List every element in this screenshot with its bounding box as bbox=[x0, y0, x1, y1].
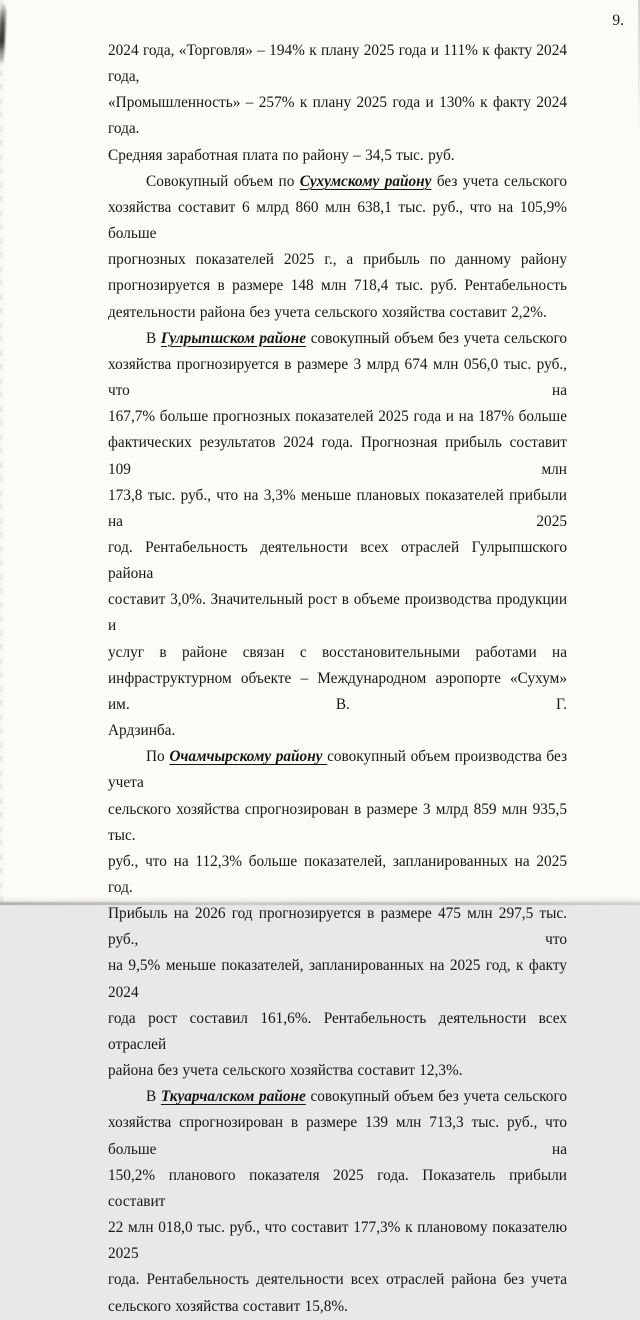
text-line bbox=[108, 1215, 567, 1267]
text-line bbox=[108, 430, 567, 482]
text-segment: Средняя заработная плата по району – 34,5 тыс. руб. bbox=[108, 146, 455, 164]
text-segment: совокупный объем без учета сельского bbox=[305, 1088, 567, 1106]
text-line bbox=[108, 1267, 567, 1293]
text-line bbox=[108, 1006, 567, 1058]
text-segment: фактических результатов 2024 года. Прогнозная прибыль составит 109 млн bbox=[108, 434, 567, 478]
text-segment: 22 млн 018,0 тыс. руб., что составит 177,3% к плановому показателю 2025 bbox=[108, 1219, 567, 1263]
text-line bbox=[108, 797, 567, 849]
paragraph bbox=[108, 1084, 567, 1319]
text-segment: района без учета сельского хозяйства составит 12,3%. bbox=[108, 1062, 463, 1080]
text-segment: 150,2% планового показателя 2025 года. Показатель прибыли составит bbox=[108, 1166, 567, 1210]
text-line bbox=[108, 1058, 567, 1084]
text-segment: год. Рентабельность деятельности всех отраслей Гулрыпшского района bbox=[108, 538, 567, 583]
text-segment: хозяйства спрогнозирован в размере 139 млн 713,3 тыс. руб., что больше на bbox=[108, 1114, 567, 1158]
paragraph bbox=[108, 744, 567, 1084]
text-segment: хозяйства прогнозируется в размере 3 млрд 674 млн 056,0 тыс. руб., что на bbox=[108, 355, 567, 400]
text-segment: прогнозных показателей 2025 г., а прибыль по данному району bbox=[108, 251, 567, 269]
text-line bbox=[108, 901, 567, 953]
text-segment: сельского хозяйства составит 15,8%. bbox=[108, 1297, 348, 1315]
text-line bbox=[108, 1110, 567, 1162]
text-line bbox=[108, 143, 567, 169]
text-segment: хозяйства составит 6 млрд 860 млн 638,1 тыс. руб., что на 105,9% больше bbox=[108, 198, 567, 243]
text-segment: сельского хозяйства спрогнозирован в размере 3 млрд 859 млн 935,5 тыс. bbox=[108, 800, 567, 844]
text-line bbox=[108, 587, 567, 639]
text-line bbox=[108, 640, 567, 666]
text-line bbox=[108, 718, 567, 744]
text-segment: составит 3,0%. Значительный рост в объеме производства продукции и bbox=[108, 591, 567, 635]
text-line bbox=[108, 849, 567, 901]
text-segment: на 9,5% меньше показателей, запланированных на 2025 год, к факту 2024 bbox=[108, 957, 567, 1001]
text-line bbox=[108, 1294, 567, 1320]
text-line bbox=[108, 90, 567, 142]
district-name: Очамчырскому району bbox=[169, 748, 328, 766]
text-segment: Ардзинба. bbox=[108, 722, 176, 740]
text-segment: Прибыль на 2026 год прогнозируется в размере 475 млн 297,5 тыс. руб., что bbox=[108, 905, 567, 949]
text-segment: В bbox=[146, 1088, 161, 1106]
text-line bbox=[108, 273, 567, 299]
text-segment: года. Рентабельность деятельности всех отраслей района без учета bbox=[108, 1271, 567, 1289]
paragraph bbox=[108, 326, 567, 745]
district-name: Гулрыпшском районе bbox=[160, 329, 307, 347]
text-line bbox=[108, 247, 567, 273]
text-segment: В bbox=[146, 329, 161, 347]
text-segment: совокупный объем производства без учета bbox=[108, 748, 567, 792]
text-line bbox=[108, 744, 567, 796]
text-line bbox=[108, 300, 567, 326]
text-segment: инфраструктурном объекте – Международном аэропорте «Сухум» им. В. Г. bbox=[108, 669, 567, 713]
text-line bbox=[108, 404, 567, 430]
text-segment: «Промышленность» – 257% к плану 2025 года и 130% к факту 2024 года. bbox=[108, 94, 567, 138]
paragraph bbox=[108, 38, 567, 169]
text-segment: 173,8 тыс. руб., что на 3,3% меньше плановых показателей прибыли на 2025 bbox=[108, 486, 567, 530]
page-number: 9. bbox=[612, 12, 624, 29]
text-line bbox=[108, 1163, 567, 1215]
paragraph bbox=[108, 169, 567, 326]
district-name: Сухумскому району bbox=[299, 172, 432, 190]
text-segment: 2024 года, «Торговля» – 194% к плану 2025 года и 111% к факту 2024 года, bbox=[108, 42, 567, 86]
text-segment: 167,7% больше прогнозных показателей 2025 года и на 187% больше bbox=[108, 408, 567, 426]
text-segment: По bbox=[146, 748, 170, 766]
scan-artifact-left-edge bbox=[0, 0, 3, 905]
text-line bbox=[108, 666, 567, 718]
text-line bbox=[108, 195, 567, 247]
text-segment: деятельности района без учета сельского хозяйства составит 2,2%. bbox=[108, 303, 547, 321]
text-line bbox=[108, 326, 567, 352]
text-segment: Совокупный объем по bbox=[146, 172, 300, 190]
text-segment: без учета сельского bbox=[431, 172, 567, 190]
text-segment: прогнозируется в размере 148 млн 718,4 тыс. руб. Рентабельность bbox=[108, 277, 567, 295]
text-line bbox=[108, 1084, 567, 1110]
document-body bbox=[108, 38, 567, 1320]
text-line bbox=[108, 169, 567, 195]
text-segment: руб., что на 112,3% больше показателей, запланированных на 2025 год. bbox=[108, 852, 567, 896]
text-segment: совокупный объем без учета сельского bbox=[306, 329, 568, 347]
text-segment: услуг в районе связан с восстановительными работами на bbox=[108, 643, 567, 661]
text-line bbox=[108, 38, 567, 90]
text-segment: года рост составил 161,6%. Рентабельность деятельности всех отраслей bbox=[108, 1009, 567, 1053]
text-line bbox=[108, 352, 567, 404]
text-line bbox=[108, 535, 567, 587]
scan-artifact-bottom-line bbox=[0, 902, 640, 905]
district-name: Ткуарчалском районе bbox=[160, 1088, 306, 1106]
text-line bbox=[108, 953, 567, 1005]
text-line bbox=[108, 483, 567, 535]
